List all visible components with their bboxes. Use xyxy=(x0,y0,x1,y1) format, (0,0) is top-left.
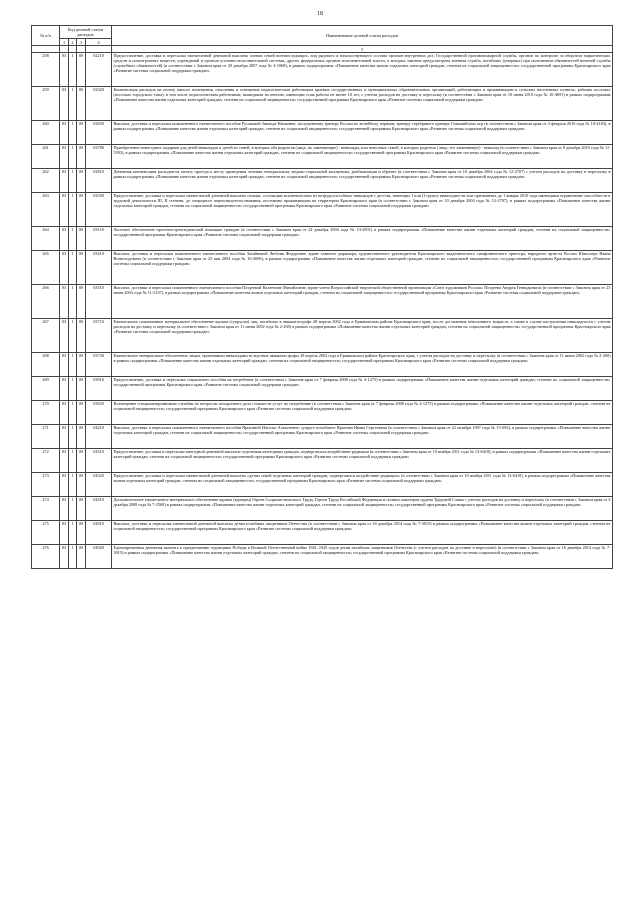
row-number: 266 xyxy=(32,285,60,319)
code-part-3: 00 xyxy=(77,193,86,227)
code-part-1: 03 xyxy=(60,521,69,545)
row-number: 259 xyxy=(32,87,60,121)
page-number: 18 xyxy=(317,11,323,17)
code-part-1: 03 xyxy=(60,193,69,227)
row-number: 262 xyxy=(32,169,60,193)
code-part-4: 03910 xyxy=(86,377,112,401)
table-row xyxy=(32,319,613,353)
table-header-row xyxy=(32,26,613,39)
code-part-1: 03 xyxy=(60,497,69,521)
row-number: 264 xyxy=(32,227,60,251)
row-description: Возмещение специализированным службам по вопросам похоронного дела стоимости услуг по погребению (в соответствии с Законом края от 7 февраля 2008 года № 4-1275) в рамках подпрограммы «Повышение качества жизни отдельных категорий граждан, степени их социальной защищенности» государственной программы Красноярского края «Развитие системы социальной поддержки граждан» xyxy=(112,401,613,425)
table-index-row xyxy=(32,46,613,53)
code-part-4: 03920 xyxy=(86,401,112,425)
code-part-1: 03 xyxy=(60,401,69,425)
row-description: Дополнительное ежемесячное материальное обеспечение вдовам (вдовцам) Героев Социалистического Труда, Героев Труда Российской Федерации и полных кавалеров ордена Трудовой Славы с учетом расходов на доставку и пересылку (в соответствии с Законом края от 4 декабря 2008 года № 7-2568) в рамках подпрограммы «Повышение качества жизни отдельных категорий граждан, степени их социальной защищенности» государственной программы Красноярского края «Развитие системы социальной поддержки граждан» xyxy=(112,497,613,521)
code-part-3: 00 xyxy=(77,319,86,353)
code-part-3: 00 xyxy=(77,353,86,377)
row-description: Выплата, доставка и пересылка ежемесячной денежной выплаты детям погибших защитников Отечества (в соответствии с Законом края от 16 декабря 2014 года № 7-3015) в рамках подпрограммы «Повышение качества жизни отдельных категорий граждан, степени их социальной защищенности» государственной программы Красноярского края «Развитие системы социальной поддержки граждан» xyxy=(112,521,613,545)
code-part-2: 1 xyxy=(69,145,77,169)
table-row xyxy=(32,545,613,569)
row-description: Предоставление, доставка и пересылка ежемесячной денежной выплаты семьям, состоящим исключительно из нетрудоспособных инвалидов с детства, имеющих I или II группу инвалидности или признанных до 1 января 2010 года имеющими ограничение способности к трудовой деятельности III, II степени, до очередного переосвидетельствования, постоянно проживающим на территории Красноярского края (в соответствии с Законом края от 10 декабря 2004 года № 12-2707), в рамках подпрограммы «Повышение качества жизни отдельных категорий граждан, степени их социальной защищенности» государственной программы Красноярского края «Развитие системы социальной поддержки граждан» xyxy=(112,193,613,227)
code-part-3: 00 xyxy=(77,169,86,193)
code-part-3: 00 xyxy=(77,545,86,569)
code-part-1: 03 xyxy=(60,319,69,353)
code-part-2: 1 xyxy=(69,353,77,377)
code-part-2: 1 xyxy=(69,473,77,497)
code-part-2: 1 xyxy=(69,251,77,285)
header-name: Наименование целевой статьи расходов xyxy=(112,26,613,46)
code-part-2: 1 xyxy=(69,521,77,545)
code-part-4: 02650 xyxy=(86,121,112,145)
code-part-2: 1 xyxy=(69,87,77,121)
table-body xyxy=(32,53,613,569)
code-part-4: 02320 xyxy=(86,87,112,121)
code-part-3: 00 xyxy=(77,425,86,449)
code-part-1: 03 xyxy=(60,121,69,145)
code-part-3: 00 xyxy=(77,121,86,145)
code-part-2: 1 xyxy=(69,497,77,521)
code-part-4: 02550 xyxy=(86,193,112,227)
table-row xyxy=(32,353,613,377)
code-part-2: 1 xyxy=(69,285,77,319)
code-part-1: 03 xyxy=(60,425,69,449)
table-row xyxy=(32,449,613,473)
code-part-3: 00 xyxy=(77,521,86,545)
row-description: Льготное обеспечение протезно-ортопедической помощью граждан (в соответствии с Законом края от 24 декабря 2004 года № 13-2831) в рамках подпрограммы «Повышение качества жизни отдельных категорий граждан, степени их социальной защищенности» государственной программы Красноярского края «Развитие системы социальной поддержки граждан» xyxy=(112,227,613,251)
expenditure-table xyxy=(31,25,613,569)
code-part-1: 03 xyxy=(60,227,69,251)
code-part-1: 03 xyxy=(60,145,69,169)
table-row xyxy=(32,425,613,449)
row-number: 261 xyxy=(32,145,60,169)
subheader-5: 5 xyxy=(112,46,613,53)
code-part-3: 00 xyxy=(77,497,86,521)
code-part-2: 1 xyxy=(69,425,77,449)
code-part-3: 00 xyxy=(77,87,86,121)
header-number: № п/п xyxy=(32,26,60,46)
row-number: 263 xyxy=(32,193,60,227)
table-row xyxy=(32,227,613,251)
code-part-2: 1 xyxy=(69,121,77,145)
table-row xyxy=(32,193,613,227)
code-part-1: 03 xyxy=(60,377,69,401)
code-part-2: 1 xyxy=(69,169,77,193)
table-row xyxy=(32,473,613,497)
code-part-3: 00 xyxy=(77,449,86,473)
row-number: 267 xyxy=(32,319,60,353)
code-part-4: 03410 xyxy=(86,251,112,285)
code-part-2: 1 xyxy=(69,319,77,353)
code-part-1: 03 xyxy=(60,449,69,473)
code-part-3: 00 xyxy=(77,401,86,425)
row-number: 265 xyxy=(32,251,60,285)
code-part-3: 00 xyxy=(77,227,86,251)
row-description: Выплата, доставка и пересылка пожизненного ежемесячного пособия Ярыгиной Наталье Алексеевне, супруге погибшего Ярыгина Ивана Сергеевича (в соответствии с Законом края от 22 октября 1997 года № 15-692), в рамках подпрограммы «Повышение качества жизни отдельных категорий граждан, степени их социальной защищенности» государственной программы Красноярского края «Развитие системы социальной поддержки граждан» xyxy=(112,425,613,449)
code-part-3: 00 xyxy=(77,145,86,169)
code-part-1: 03 xyxy=(60,87,69,121)
code-part-1: 03 xyxy=(60,545,69,569)
code-part-2: 1 xyxy=(69,193,77,227)
row-number: 268 xyxy=(32,353,60,377)
code-part-4: 02810 xyxy=(86,169,112,193)
row-number: 272 xyxy=(32,449,60,473)
row-description: Денежная компенсация расходов на оплату проезда к месту проведения лечения гемодиализом, медико-социальной экспертизы, реабилитации и обратно (в соответствии с Законом края от 10 декабря 2004 года № 12-2707) с учетом расходов на доставку и пересылку в рамках подпрограммы «Повышение качества жизни отдельных категорий граждан, степени их социальной защищенности» государственной программы Красноярского края «Развитие системы социальной поддержки граждан» xyxy=(112,169,613,193)
table-row xyxy=(32,377,613,401)
subheader-1: 1 xyxy=(60,39,69,46)
table-row xyxy=(32,521,613,545)
row-number: 269 xyxy=(32,377,60,401)
row-description: Предоставление, доставка и пересылка ежегодной денежной выплаты отдельным категориям граждан, подвергшихся воздействию радиации (в соответствии с Законом края от 10 ноября 2011 года № 13-6418), в рамках подпрограммы «Повышение качества жизни отдельных категорий граждан, степени их социальной защищенности» государственной программы Красноярского края «Развитие системы социальной поддержки граждан» xyxy=(112,449,613,473)
table-row xyxy=(32,169,613,193)
subheader-3: 3 xyxy=(77,39,86,46)
code-part-4: 04410 xyxy=(86,497,112,521)
row-number: 273 xyxy=(32,473,60,497)
code-part-4: 02780 xyxy=(86,145,112,169)
row-number: 274 xyxy=(32,497,60,521)
row-number: 271 xyxy=(32,425,60,449)
code-part-2: 1 xyxy=(69,545,77,569)
code-part-4: 04310 xyxy=(86,449,112,473)
table-row xyxy=(32,53,613,87)
table-row xyxy=(32,497,613,521)
code-part-3: 00 xyxy=(77,251,86,285)
row-number: 275 xyxy=(32,521,60,545)
table-row xyxy=(32,401,613,425)
code-part-4: 03510 xyxy=(86,285,112,319)
row-number: 276 xyxy=(32,545,60,569)
row-number: 258 xyxy=(32,53,60,87)
code-part-1: 03 xyxy=(60,251,69,285)
row-number: 270 xyxy=(32,401,60,425)
row-number: 260 xyxy=(32,121,60,145)
code-part-4: 04920 xyxy=(86,545,112,569)
code-part-1: 03 xyxy=(60,169,69,193)
code-part-3: 00 xyxy=(77,53,86,87)
code-part-4: 03110 xyxy=(86,227,112,251)
row-description: Приобретение новогодних подарков для детей-инвалидов и детей из семей, в которых оба родителя (лица, их заменяющие) - инвалиды, или неполных семей, в которых родитель (лицо, его заменяющее) - инвалид (в соответствии с Законом края от 9 декабря 2010 года № 11-5393), в рамках подпрограммы «Повышение качества жизни отдельных категорий граждан, степени их социальной защищенности» государственной программы Красноярского края «Развитие системы социальной поддержки граждан» xyxy=(112,145,613,169)
code-part-4: 04910 xyxy=(86,521,112,545)
code-part-4: 03710 xyxy=(86,319,112,353)
code-part-2: 1 xyxy=(69,227,77,251)
code-part-2: 1 xyxy=(69,449,77,473)
code-part-4: 02210 xyxy=(86,53,112,87)
row-description: Предоставление, доставка и пересылка ежемесячной денежной выплаты «детям семей отдельных категорий граждан, подвергшихся воздействию радиации» (в соответствии с Законом края от 10 ноября 2011 года № 13-6418), в рамках подпрограммы «Повышение качества жизни отдельных категорий граждан, степени их социальной защищенности» государственной программы Красноярского края «Развитие системы социальной поддержки граждан» xyxy=(112,473,613,497)
code-part-1: 03 xyxy=(60,353,69,377)
code-part-1: 03 xyxy=(60,285,69,319)
code-part-1: 03 xyxy=(60,53,69,87)
table-row xyxy=(32,145,613,169)
header-code: Код целевой статьи расходов xyxy=(60,26,112,39)
row-description: Ежемесячное пожизненное материальное обеспечение вдовам (супругам) лиц, погибших в авиакатастрофе 28 апреля 2002 года в Ермаковском районе Красноярского края, после достижения пенсионного возраста, а также в случае наступления инвалидности с учетом расходов на доставку и пересылку (в соответствии с Законом края от 11 июня 2002 года № 2-260) в рамках подпрограммы «Повышение качества жизни отдельных категорий граждан, степени их социальной защищенности» государственной программы Красноярского края «Развитие системы социальной поддержки граждан» xyxy=(112,319,613,353)
code-part-2: 1 xyxy=(69,53,77,87)
code-part-2: 1 xyxy=(69,401,77,425)
subheader-4: 4 xyxy=(86,39,112,46)
code-part-1: 03 xyxy=(60,473,69,497)
row-description: Выплата, доставка и пересылка пожизненного ежемесячного пособия Затайновой Любови Федоровне, вдове главного дирижера, художественного руководителя Красноярского академического симфонического оркестра, народного артиста России Шпиллера Ивана Всеволодовича (в соответствии с Законом края от 25 мая 2004 года № 10-2006), в рамках подпрограммы «Повышение качества жизни отдельных категорий граждан, степени их социальной защищенности» государственной программы Красноярского края «Развитие системы социальной поддержки граждан» xyxy=(112,251,613,285)
row-description: Единовременная денежная выплата к празднованию годовщины Победы в Великой Отечественной войне 1941–1945 годов детям погибших защитников Отечества (с учетом расходов по доставке и пересылке) (в соответствии с Законом края от 16 декабря 2014 года № 7-3015) в рамках подпрограммы «Повышение качества жизни отдельных категорий граждан, степени их социальной защищенности» государственной программы Красноярского края «Развитие системы социальной поддержки граждан» xyxy=(112,545,613,569)
row-description: Выплата, доставка и пересылка пожизненного ежемесячного пособия Поздеевой Валентине Михайловне, вдове члена Всероссийской творческой общественной организации «Союз художников России» Поздеева Андрея Геннадьевича (в соответствии с Законом края от 25 июня 2004 года № 11-2107), в рамках подпрограммы «Повышение качества жизни отдельных категорий граждан, степени их социальной защищенности» государственной программы Красноярского края «Развитие системы социальной поддержки граждан» xyxy=(112,285,613,319)
code-part-3: 00 xyxy=(77,473,86,497)
table-row xyxy=(32,121,613,145)
subheader-2: 2 xyxy=(69,39,77,46)
code-part-4: 04210 xyxy=(86,425,112,449)
row-description: Предоставление, доставка и пересылка ежемесячной денежной выплаты членам семей военнослужащих, лиц рядового и начальствующего состава органов внутренних дел, Государственной противопожарной службы, органов по контролю за оборотом наркотических средств и психотропных веществ, учреждений и органов уголовно-исполнительной системы, других федеральных органов исполнительной власти, в которых законом предусмотрена военная служба, погибших (умерших) при исполнении обязанностей военной службы (служебных обязанностей) (в соответствии с Законом края от 20 декабря 2007 года № 4-1068), в рамках подпрограммы «Повышение качества жизни отдельных категорий граждан, степени их социальной защищенности» государственной программы Красноярского края «Развитие системы социальной поддержки граждан» xyxy=(112,53,613,87)
row-description: Ежемесячное материальное обеспечение лицам, признанным инвалидами вследствие авиакатастрофы 28 апреля 2002 года в Ермаковском районе Красноярского края, с учетом расходов на доставку и пересылку (в соответствии с Законом края от 11 июня 2002 года № 2-260) в рамках подпрограммы «Повышение качества жизни отдельных категорий граждан, степени их социальной защищенности» государственной программы Красноярского края «Развитие системы социальной поддержки граждан» xyxy=(112,353,613,377)
table-row xyxy=(32,285,613,319)
code-part-3: 00 xyxy=(77,377,86,401)
code-part-4: 04320 xyxy=(86,473,112,497)
row-description: Компенсация расходов на оплату жилого помещения, отопления и освещения педагогическим работникам краевых государственных и муниципальных образовательных организаций, работающим и проживающим в сельских населенных пунктах, рабочих поселках (поселках городского типа), в том числе педагогическим работникам, вышедшим на пенсию, имеющим стаж работы не менее 10 лет, с учетом расходов на доставку и пересылку (в соответствии с Законом края от 10 июня 2010 года № 10-4691) в рамках подпрограммы «Повышение качества жизни отдельных категорий граждан, степени их социальной защищенности» государственной программы Красноярского края «Развитие системы социальной поддержки граждан» xyxy=(112,87,613,121)
code-part-4: 03730 xyxy=(86,353,112,377)
table-row xyxy=(32,87,613,121)
row-description: Выплата, доставка и пересылка пожизненного ежемесячного пособия Русаковой Зинаиде Нилковне, заслуженному тренеру России по волейболу, первому тренеру серебряного призера Олимпийских игр (в соответствии с Законом края от 4 февраля 2016 года № 10-4183), в рамках подпрограммы «Повышение качества жизни отдельных категорий граждан, степени их социальной защищенности» государственной программы Красноярского края «Развитие системы социальной поддержки граждан» xyxy=(112,121,613,145)
code-part-3: 00 xyxy=(77,285,86,319)
table-row xyxy=(32,251,613,285)
code-part-2: 1 xyxy=(69,377,77,401)
row-description: Предоставление, доставка и пересылка социального пособия на погребение (в соответствии с Законом края от 7 февраля 2008 года № 4-1275) в рамках подпрограммы «Повышение качества жизни отдельных категорий граждан, степени их социальной защищенности» государственной программы Красноярского края «Развитие системы социальной поддержки граждан» xyxy=(112,377,613,401)
